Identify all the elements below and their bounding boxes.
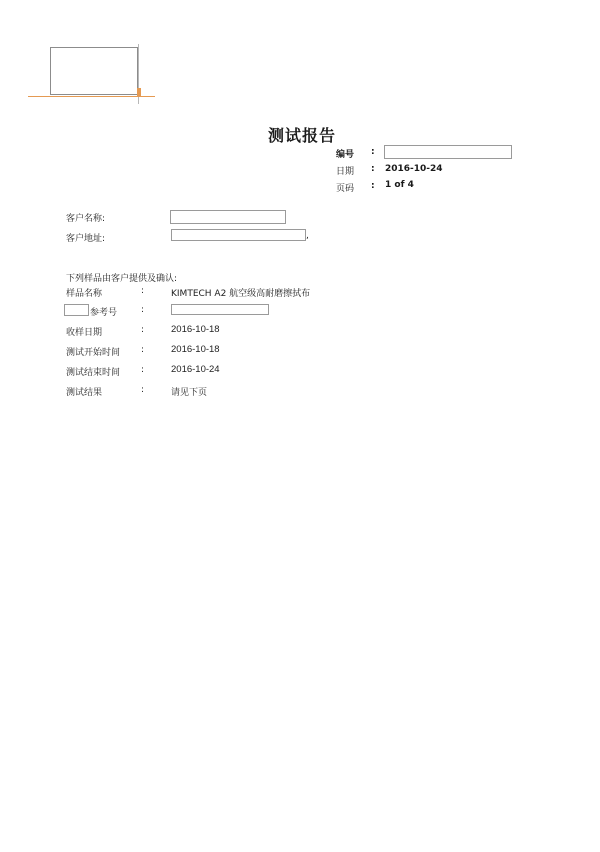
client-address-redacted	[171, 229, 306, 241]
test-end-colon: :	[141, 365, 145, 375]
date-value: 2016-10-24	[385, 164, 443, 174]
test-result-value: 请见下页	[171, 388, 208, 398]
number-colon: :	[371, 147, 375, 157]
number-redacted	[384, 145, 512, 159]
logo-horizontal-rule	[28, 96, 155, 97]
reference-value-redacted	[171, 304, 269, 315]
reference-label: 参考号	[90, 308, 118, 318]
sample-name-value: KIMTECH A2 航空级高耐磨擦拭布	[171, 289, 311, 299]
test-start-value: 2016-10-18	[171, 344, 220, 355]
client-address-label: 客户地址:	[66, 234, 106, 244]
received-date-value: 2016-10-18	[171, 324, 220, 335]
test-result-colon: :	[141, 385, 145, 395]
sample-name-colon: :	[141, 286, 145, 296]
client-name-redacted	[170, 210, 286, 224]
test-start-label: 测试开始时间	[66, 348, 121, 358]
client-name-label: 客户名称:	[66, 214, 106, 224]
page-value: 1 of 4	[385, 180, 414, 190]
logo-accent-tick	[137, 88, 141, 97]
page-label: 页码	[336, 184, 355, 194]
report-title: 测试报告	[268, 126, 337, 145]
date-label: 日期	[336, 167, 355, 177]
test-end-label: 测试结束时间	[66, 368, 121, 378]
logo-placeholder	[50, 47, 138, 95]
number-label: 编号	[336, 150, 355, 160]
reference-prefix-redacted	[64, 304, 89, 316]
samples-intro: 下列样品由客户提供及确认:	[66, 274, 178, 284]
sample-name-label: 样品名称	[66, 289, 103, 299]
test-start-colon: :	[141, 345, 145, 355]
date-colon: :	[371, 164, 375, 174]
received-date-colon: :	[141, 325, 145, 335]
reference-colon: :	[141, 305, 145, 315]
page-colon: :	[371, 181, 375, 191]
test-result-label: 测试结果	[66, 388, 103, 398]
test-end-value: 2016-10-24	[171, 364, 220, 375]
client-address-suffix: ,	[306, 231, 309, 241]
received-date-label: 收样日期	[66, 328, 103, 338]
